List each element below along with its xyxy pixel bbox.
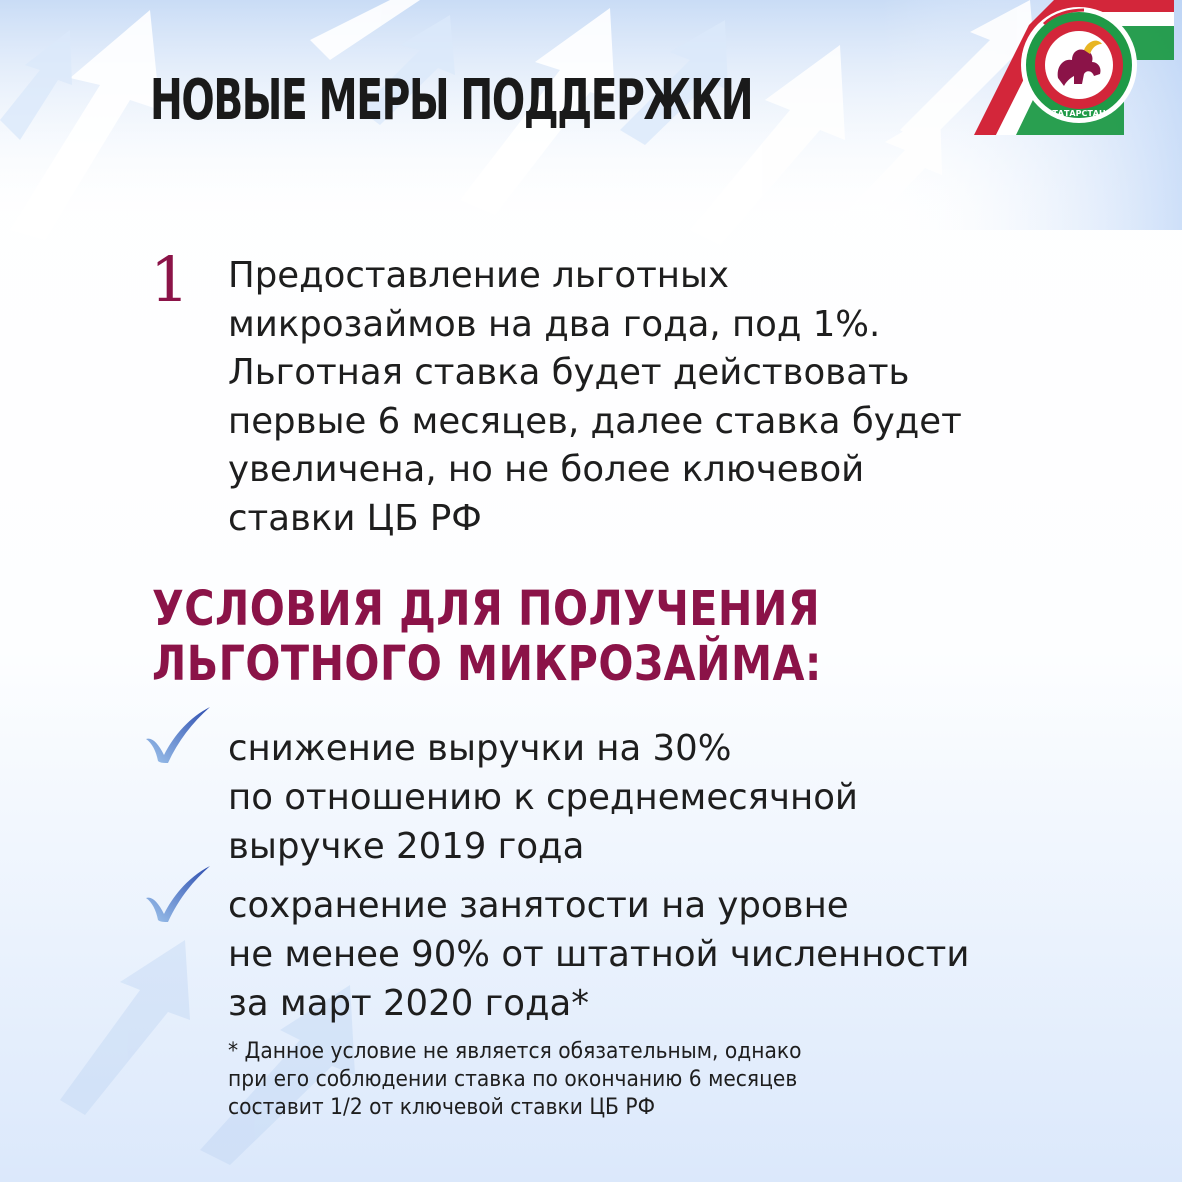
condition-line: за март 2020 года* xyxy=(228,983,589,1024)
condition-line: сохранение занятости на уровне xyxy=(228,885,849,926)
condition-item xyxy=(228,881,969,1028)
conditions-heading xyxy=(152,582,931,692)
footnote-line: * Данное условие не является обязательным, однако xyxy=(228,1039,802,1064)
measure-line: микрозаймов на два года, под 1%. xyxy=(228,303,881,345)
conditions-heading-line: УСЛОВИЯ ДЛЯ ПОЛУЧЕНИЯ xyxy=(152,581,821,637)
footnote-line: составит 1/2 от ключевой ставки ЦБ РФ xyxy=(228,1095,655,1120)
conditions-heading-line: ЛЬГОТНОГО МИКРОЗАЙМА: xyxy=(152,636,822,692)
measure-line: Предоставление льготных xyxy=(228,255,730,296)
measure-line: ставки ЦБ РФ xyxy=(228,497,482,539)
checkmark-icon xyxy=(142,864,212,924)
tatarstan-emblem xyxy=(974,0,1174,135)
measure-line: первые 6 месяцев, далее ставка будет xyxy=(228,400,962,442)
emblem-label: ТАТАРСТАН xyxy=(1052,109,1106,118)
condition-line: по отношению к среднемесячной xyxy=(228,777,859,818)
condition-item xyxy=(228,724,858,871)
measure-number: 1 xyxy=(150,243,190,316)
measure-line: увеличена, но не более ключевой xyxy=(228,449,865,490)
footnote xyxy=(228,1038,851,1122)
checkmark-icon xyxy=(142,705,212,765)
condition-line: снижение выручки на 30% xyxy=(228,728,732,769)
condition-line: не менее 90% от штатной численности xyxy=(228,934,970,975)
condition-line: выручке 2019 года xyxy=(228,826,585,867)
measure-line: Льготная ставка будет действовать xyxy=(228,352,910,393)
measure-description xyxy=(228,252,1088,543)
footnote-line: при его соблюдении ставка по окончанию 6 месяцев xyxy=(228,1067,798,1092)
page-title: НОВЫЕ МЕРЫ ПОДДЕРЖКИ xyxy=(150,68,753,133)
